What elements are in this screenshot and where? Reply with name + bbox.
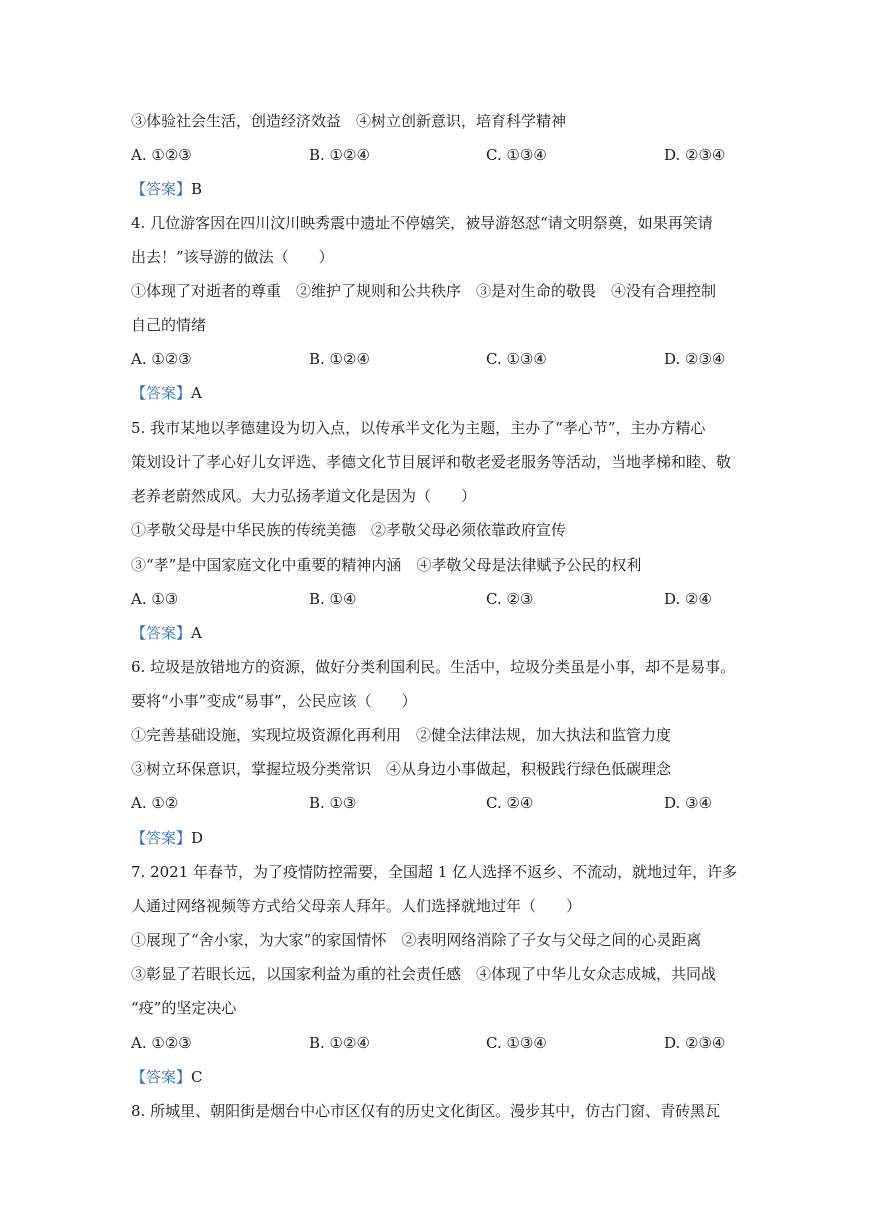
q4-statement-line: 自己的情绪 xyxy=(131,316,207,334)
q6-option-c: C. ②④ xyxy=(486,794,534,812)
q4-options xyxy=(131,349,741,369)
q7-statement-line: ①展现了“舍小家，为大家”的家国情怀 ②表明网络消除了子女与父母之间的心灵距离 xyxy=(131,931,702,949)
q3-option-a: A. ①②③ xyxy=(131,146,192,164)
answer-tag: 【答案】 xyxy=(131,180,192,198)
answer-tag: 【答案】 xyxy=(131,624,192,642)
q6-option-b: B. ①③ xyxy=(309,794,357,812)
q3-option-c: C. ①③④ xyxy=(486,146,547,164)
q6-statement-line: ①完善基础设施，实现垃圾资源化再利用 ②健全法律法规，加大执法和监管力度 xyxy=(131,726,672,744)
q4-option-b: B. ①②④ xyxy=(309,350,370,368)
answer-value: B xyxy=(191,180,203,198)
q5-answer xyxy=(131,623,202,643)
q5-option-c: C. ②③ xyxy=(486,590,534,608)
answer-value: D xyxy=(191,829,204,847)
q6-option-a: A. ①② xyxy=(131,794,179,812)
q7-answer xyxy=(131,1067,203,1087)
q7-option-c: C. ①③④ xyxy=(486,1034,547,1052)
q6-stem-line: 要将“小事”变成“易事”，公民应该（ ） xyxy=(131,692,417,710)
q4-option-a: A. ①②③ xyxy=(131,350,192,368)
q8-stem-line: 8. 所城里、朝阳街是烟台中心市区仅有的历史文化街区。漫步其中，仿古门窗、青砖黑瓦 xyxy=(131,1102,721,1120)
q4-option-d: D. ②③④ xyxy=(664,350,726,368)
q6-statement-line: ③树立环保意识，掌握垃圾分类常识 ④从身边小事做起，积极践行绿色低碳理念 xyxy=(131,760,672,778)
q5-stem-line: 策划设计了孝心好儿女评选、孝德文化节目展评和敬老爱老服务等活动，当地孝梯和睦、敬 xyxy=(131,453,732,471)
q3-statement-line: ③体验社会生活，创造经济效益 ④树立创新意识，培育科学精神 xyxy=(131,112,567,130)
q5-stem-line: 老养老蔚然成风。大力弘扬孝道文化是因为（ ） xyxy=(131,487,477,505)
q4-statement-line: ①体现了对逝者的尊重 ②维护了规则和公共秩序 ③是对生命的敬畏 ④没有合理控制 xyxy=(131,282,717,300)
q5-stem-line: 5. 我市某地以孝德建设为切入点，以传承半文化为主题，主办了“孝心节”，主办方精心 xyxy=(131,419,706,437)
q5-statement-line: ③“孝”是中国家庭文化中重要的精神内涵 ④孝敬父母是法律赋予公民的权利 xyxy=(131,556,642,574)
q7-option-a: A. ①②③ xyxy=(131,1034,192,1052)
q5-option-d: D. ②④ xyxy=(664,590,712,608)
q4-option-c: C. ①③④ xyxy=(486,350,547,368)
q5-statement-line: ①孝敬父母是中华民族的传统美德 ②孝敬父母必须依靠政府宣传 xyxy=(131,521,567,539)
q7-option-b: B. ①②④ xyxy=(309,1034,370,1052)
q6-stem-line: 6. 垃圾是放错地方的资源，做好分类利国利民。生活中，垃圾分类虽是小事，却不是易事。 xyxy=(131,658,736,676)
answer-value: A xyxy=(191,624,202,642)
q5-option-a: A. ①③ xyxy=(131,590,179,608)
q5-option-b: B. ①④ xyxy=(309,590,357,608)
answer-value: A xyxy=(191,384,202,402)
q7-statement-line: ③彰显了若眼长远，以国家利益为重的社会责任感 ④体现了中华儿女众志成城，共同战 xyxy=(131,965,717,983)
q3-option-b: B. ①②④ xyxy=(309,146,370,164)
q7-stem-line: 7. 2021 年春节，为了疫情防控需要，全国超 1 亿人选择不返乡、不流动，就地过年，许多 xyxy=(131,863,738,881)
q7-statement-line: “疫”的坚定决心 xyxy=(131,999,237,1017)
q4-stem-line: 4. 几位游客因在四川汶川映秀震中遗址不停嬉笑，被导游怒怼“请文明祭奠，如果再笑请 xyxy=(131,214,713,232)
q7-stem-line: 人通过网络视频等方式给父母亲人拜年。人们选择就地过年（ ） xyxy=(131,897,582,915)
q7-option-d: D. ②③④ xyxy=(664,1034,726,1052)
q3-option-d: D. ②③④ xyxy=(664,146,726,164)
q4-answer xyxy=(131,383,202,403)
q6-options xyxy=(131,793,741,813)
answer-value: C xyxy=(191,1068,203,1086)
q6-answer xyxy=(131,828,203,848)
answer-tag: 【答案】 xyxy=(131,1068,192,1086)
q5-options xyxy=(131,589,741,609)
q4-stem-line: 出去！”该导游的做法（ ） xyxy=(131,248,334,266)
q6-option-d: D. ③④ xyxy=(664,794,712,812)
q3-options xyxy=(131,145,741,165)
answer-tag: 【答案】 xyxy=(131,829,192,847)
answer-tag: 【答案】 xyxy=(131,384,192,402)
q3-answer xyxy=(131,179,202,199)
q7-options xyxy=(131,1033,741,1053)
